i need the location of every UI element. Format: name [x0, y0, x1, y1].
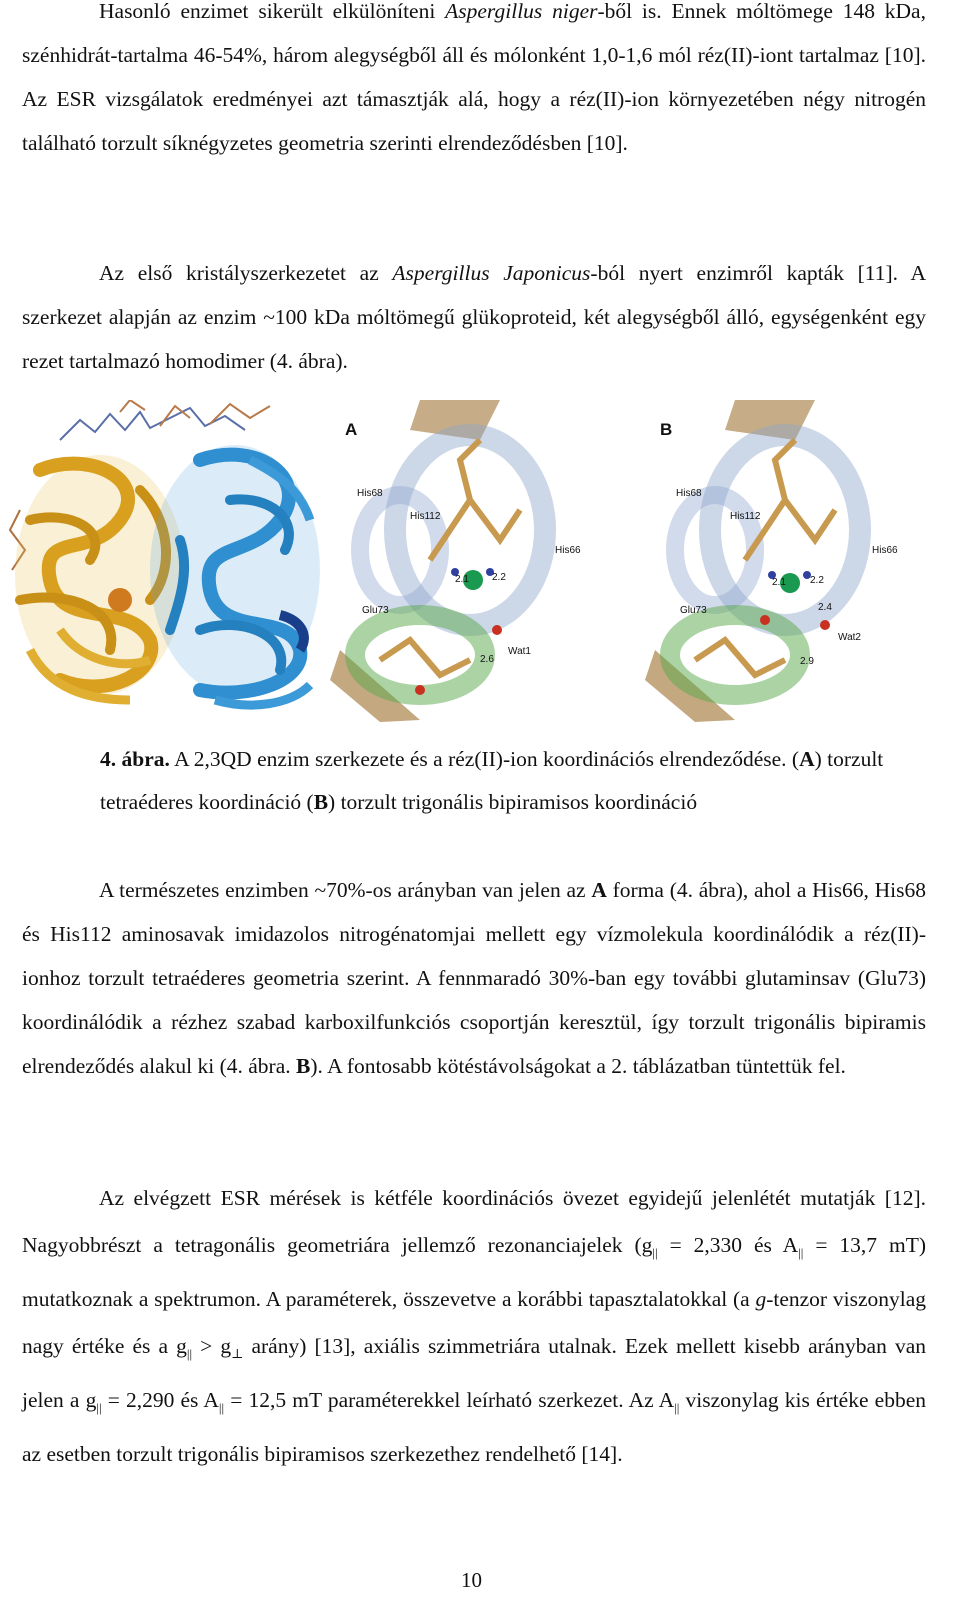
residue-label: Glu73 [362, 605, 389, 616]
figure-4-image [0, 400, 945, 722]
caption-text: A 2,3QD enzim szerkezete és a réz(II)-ion koordinációs elrendeződése. ( [169, 747, 800, 771]
paragraph-text: Hasonló enzimet sikerült elkülöníteni [99, 0, 446, 23]
paragraph-bold: A [591, 878, 607, 902]
distance-label: 2.6 [480, 654, 494, 665]
paragraph-text: = 2,330 és A [657, 1233, 799, 1257]
paragraph-text: > g [192, 1334, 232, 1358]
residue-label: His112 [410, 511, 441, 522]
distance-label: 2.2 [492, 572, 506, 583]
caption-bold: B [313, 790, 329, 814]
caption-text: ) torzult trigonális bipiramisos koordináció [328, 790, 698, 814]
residue-label: His112 [730, 511, 761, 522]
parallel-subscript: || [218, 1400, 225, 1415]
paragraph-text: Az első kristályszerkezetet az [99, 261, 393, 285]
protein-dimer-ribbon [10, 400, 320, 705]
organism-name: Aspergillus niger [445, 0, 598, 23]
distance-label: 2.2 [810, 575, 824, 586]
paragraph-4 [22, 1175, 926, 1478]
caption-label: 4. ábra. [100, 747, 170, 771]
paragraph-text: arány) [13], axiális szimmetriára utalnak. Ezek mellett kisebb arányban van jelen a g [22, 1334, 926, 1412]
page-number: 10 [461, 1568, 482, 1592]
paragraph-text: viszonylag kis értéke ebben az esetben torzult trigonális bipiramisos szerkezethez rendelhető [14]. [22, 1388, 926, 1466]
perpendicular-subscript: ⊥ [231, 1346, 244, 1361]
parallel-subscript: || [652, 1245, 658, 1260]
distance-label: 2.1 [772, 577, 786, 588]
residue-label: His68 [357, 488, 383, 499]
paragraph-text: -ból nyert enzimről kapták [11]. A szerkezet alapján az enzim ~100 kDa móltömegű glükoproteid, két alegységből álló, egységenként egy rezet tartalmazó homodimer (4. ábra). [22, 261, 927, 373]
paragraph-text: -tenzor viszonylag nagy értéke és a g [22, 1287, 926, 1358]
panel-a-active-site [330, 400, 581, 722]
panel-b-active-site [645, 400, 898, 722]
paragraph-bold: B [296, 1054, 311, 1078]
paragraph-2 [22, 251, 926, 383]
panel-a-letter: A [345, 420, 358, 439]
caption-text: ) torzult tetraéderes koordináció ( [100, 747, 884, 814]
water-label: Wat1 [508, 646, 531, 657]
paragraph-italic: g [755, 1287, 767, 1311]
paragraph-3 [22, 868, 926, 1088]
parallel-subscript: || [186, 1346, 193, 1361]
paragraph-text: A természetes enzimben ~70%-os arányban van jelen az [99, 878, 592, 902]
paragraph-text: -ből is. Ennek móltömege 148 kDa, szénhidrát-tartalma 46-54%, három alegységből áll és mólonként 1,0-1,6 mól réz(II)-iont tartalmaz [10]. Az ESR vizsgálatok eredményei azt támasztják alá, hogy a réz(II)-ion környezetében négy nitrogén található torzult síknégyzetes geometria szerinti elrendeződésben [10]. [22, 0, 926, 155]
parallel-subscript: || [674, 1400, 680, 1415]
residue-label: His68 [676, 488, 702, 499]
distance-label: 2.4 [818, 602, 832, 613]
paragraph-text: forma (4. ábra), ahol a His66, His68 és His112 aminosavak imidazolos nitrogénatomjai mellett egy vízmolekula koordinálódik a réz(II)-ionhoz torzult tetraéderes geometria szerint. A fennmaradó 30%-ban egy további glutaminsav (Glu73) koordinálódik a rézhez szabad karboxilfunkciós csoportján keresztül, így torzult trigonális bipiramis elrendeződés alakul ki (4. ábra. [22, 878, 926, 1078]
panel-b-letter: B [660, 420, 673, 439]
residue-label: His66 [555, 545, 581, 556]
parallel-subscript: || [798, 1245, 804, 1260]
paragraph-text: = 13,7 mT) mutatkoznak a spektrumon. A paraméterek, összevetve a korábbi tapasztalatokkal (a [22, 1233, 926, 1311]
parallel-subscript: || [96, 1400, 102, 1415]
paragraph-text: Az elvégzett ESR mérések is kétféle koordinációs övezet egyidejű jelenlétét mutatják [12]. Nagyobbrészt a tetragonális geometriára jellemző rezonanciajelek (g [22, 1186, 926, 1257]
distance-label: 2.1 [455, 574, 469, 585]
residue-label: His66 [872, 545, 898, 556]
distance-label: 2.9 [800, 656, 814, 667]
water-label: Wat2 [838, 632, 861, 643]
paragraph-1 [22, 0, 926, 165]
paragraph-text: = 2,290 és A [101, 1388, 219, 1412]
residue-label: Glu73 [680, 605, 707, 616]
paragraph-text: ). A fontosabb kötéstávolságokat a 2. táblázatban tüntettük fel. [310, 1054, 846, 1078]
caption-bold: A [799, 747, 815, 771]
figure-4 [0, 400, 945, 722]
organism-name: Aspergillus Japonicus [392, 261, 591, 285]
figure-caption [100, 738, 940, 824]
paragraph-text: = 12,5 mT paraméterekkel leírható szerkezet. Az A [224, 1388, 675, 1412]
